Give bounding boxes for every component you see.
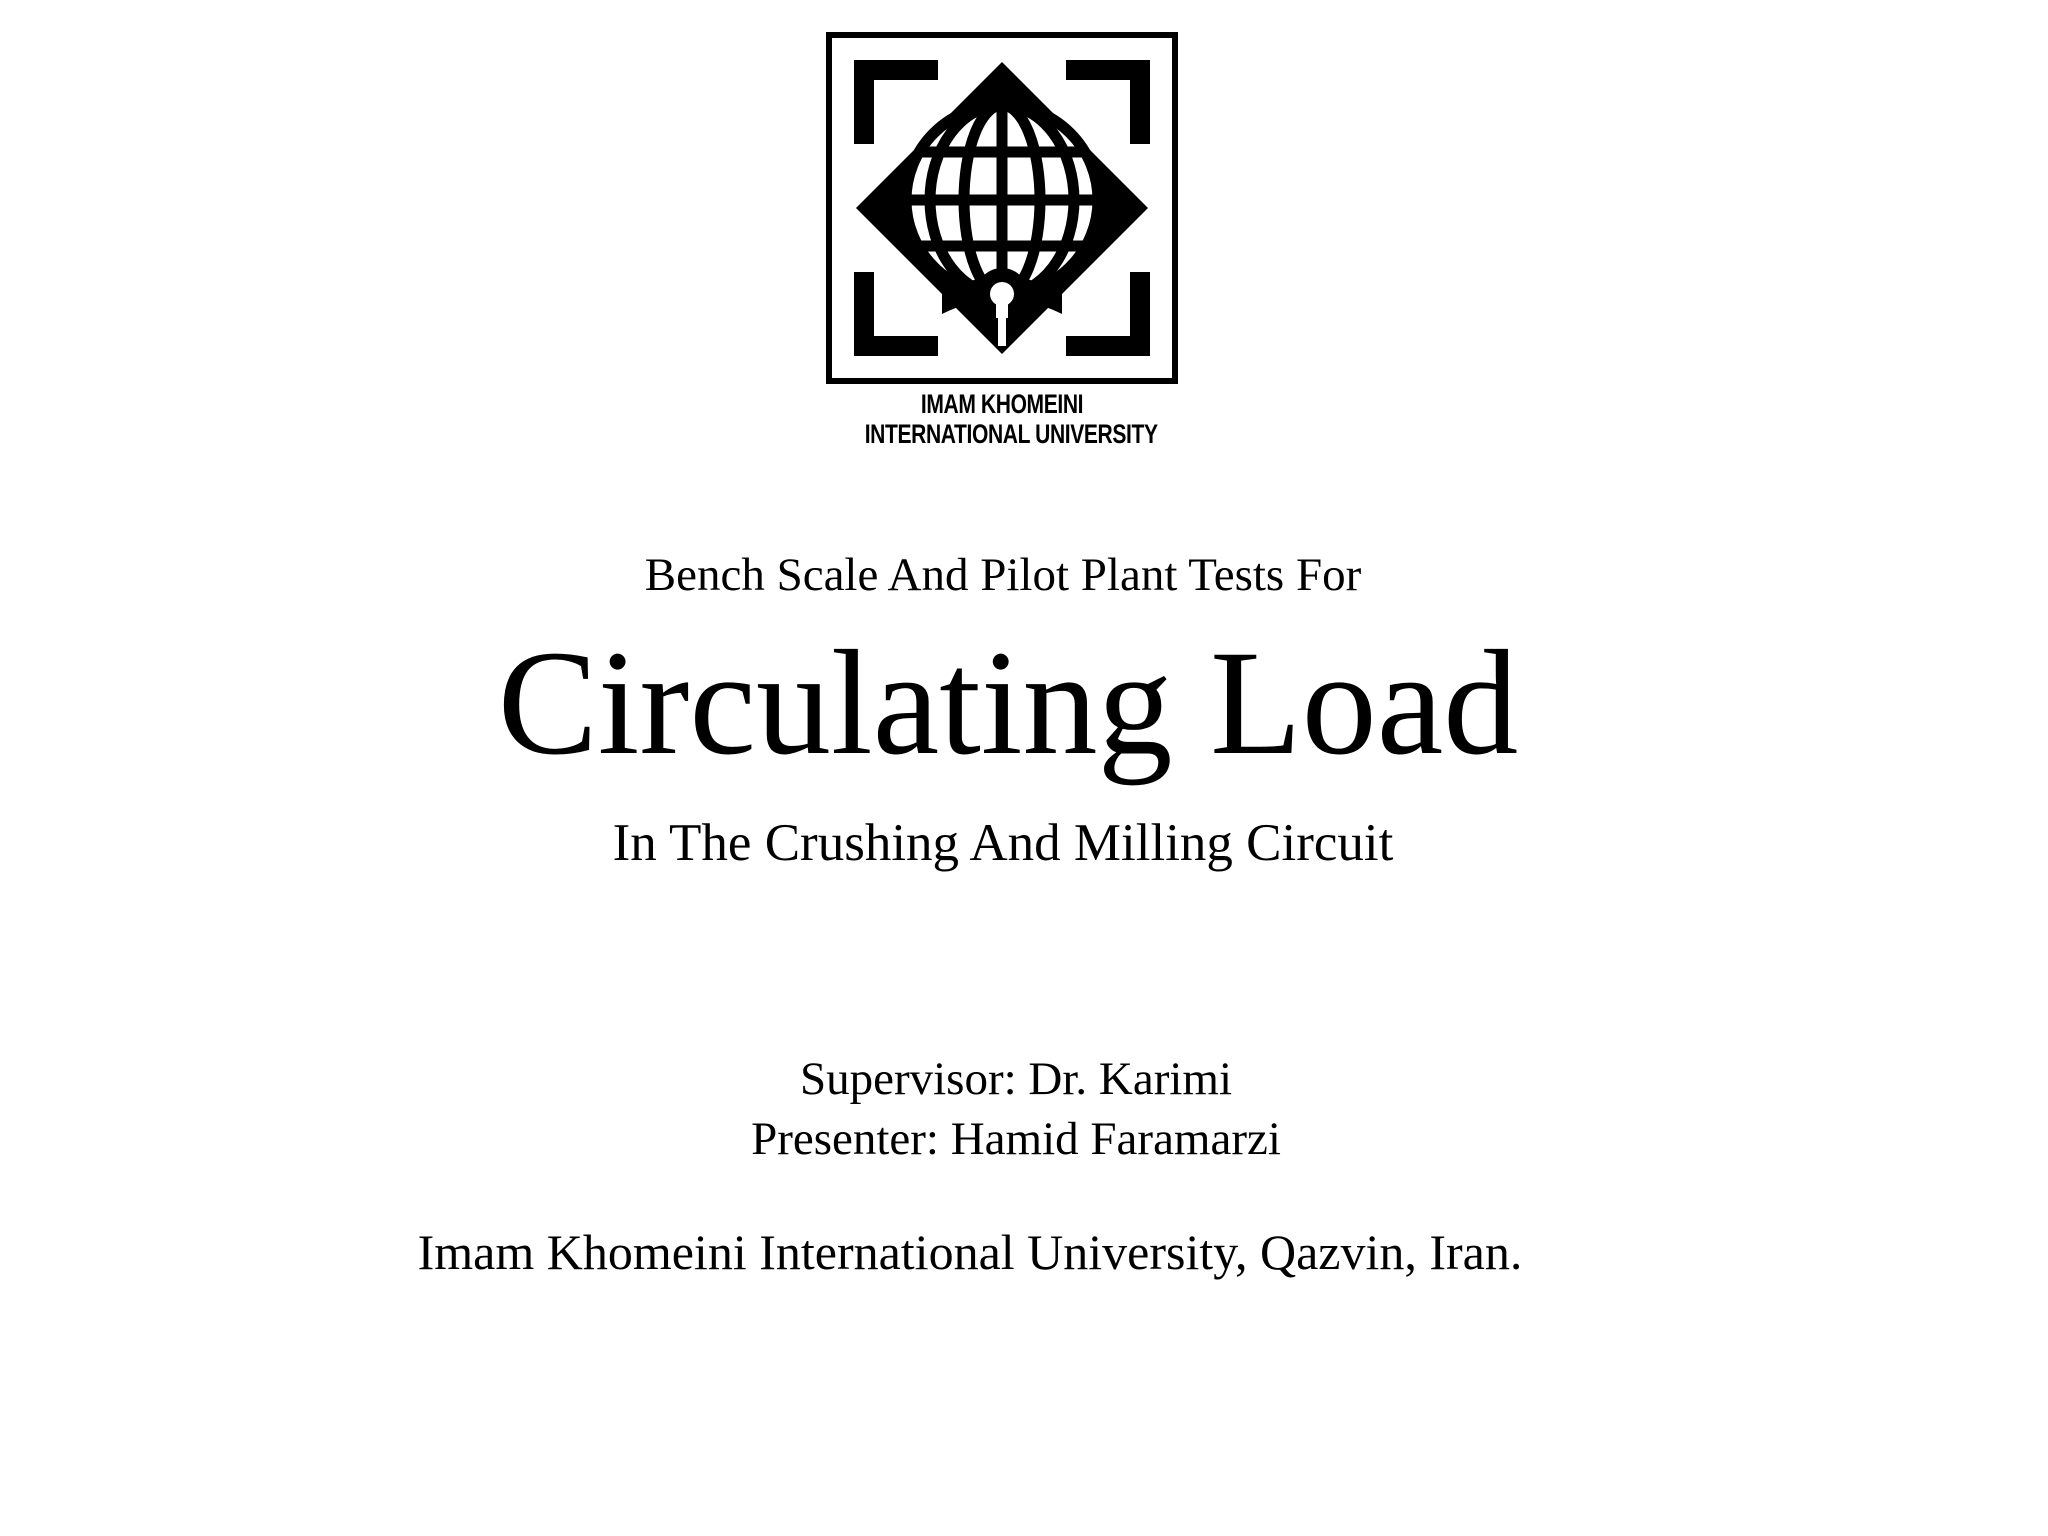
logo-caption-line1: IMAM KHOMEINI xyxy=(920,389,1084,419)
slide-title: Circulating Load xyxy=(497,620,1519,786)
slide-subtitle: In The Crushing And Milling Circuit xyxy=(612,814,1394,872)
presenter-line: Presenter: Hamid Faramarzi xyxy=(751,1113,1281,1165)
pretitle: Bench Scale And Pilot Plant Tests For xyxy=(644,549,1362,601)
logo-caption-line2: INTERNATIONAL UNIVERSITY xyxy=(864,419,1158,449)
affiliation-line: Imam Khomeini International University, Qazvin, Iran. xyxy=(417,1224,1523,1280)
supervisor-line: Supervisor: Dr. Karimi xyxy=(799,1053,1233,1105)
university-logo xyxy=(826,32,1178,462)
globe-emblem-icon xyxy=(826,32,1178,384)
